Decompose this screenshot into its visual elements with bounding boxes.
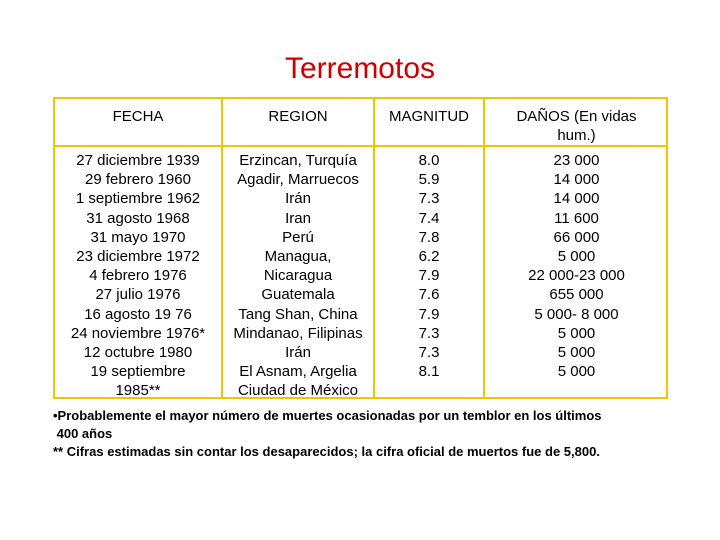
column-region: Erzincan, Turquía Agadir, Marruecos Irán Iran Perú Managua, Nicaragua Guatemala Tang Shan, China Mindanao, Filipinas Irán El Asnam, Argelia Ciudad de México: [233, 152, 363, 400]
footnote-2: ** Cifras estimadas sin contar los desaparecidos; la cifra oficial de muertos fue de 5,800.: [53, 444, 600, 459]
footnotes: [53, 407, 693, 461]
column-magnitud: 8.0 5.9 7.3 7.4 7.8 6.2 7.9 7.6 7.9 7.3 7.3 8.1: [418, 152, 440, 381]
column-danos: 23 000 14 000 14 000 11 600 66 000 5 000 22 000-23 000 655 000 5 000- 8 000 5 000 5 000 5 000: [528, 152, 625, 381]
column-fecha: 27 diciembre 1939 29 febrero 1960 1 septiembre 1962 31 agosto 1968 31 mayo 1970 23 diciembre 1972 4 febrero 1976 27 julio 1976 16 agosto 19 76 24 noviembre 1976* 12 octubre 1980 19 septiembre 1985**: [70, 152, 206, 400]
header-fecha: FECHA: [112, 108, 164, 125]
footnote-1-line-2: 400 años: [53, 426, 113, 441]
header-magnitud: MAGNITUD: [389, 108, 469, 125]
header-danos: DAÑOS (En vidas hum.): [516, 108, 637, 145]
footnote-1-line-1: •Probablemente el mayor número de muertes ocasionadas por un temblor en los últimos: [53, 408, 602, 423]
earthquakes-table: [53, 97, 668, 399]
page-title: Terremotos: [284, 52, 436, 85]
header-region: REGION: [268, 108, 328, 125]
